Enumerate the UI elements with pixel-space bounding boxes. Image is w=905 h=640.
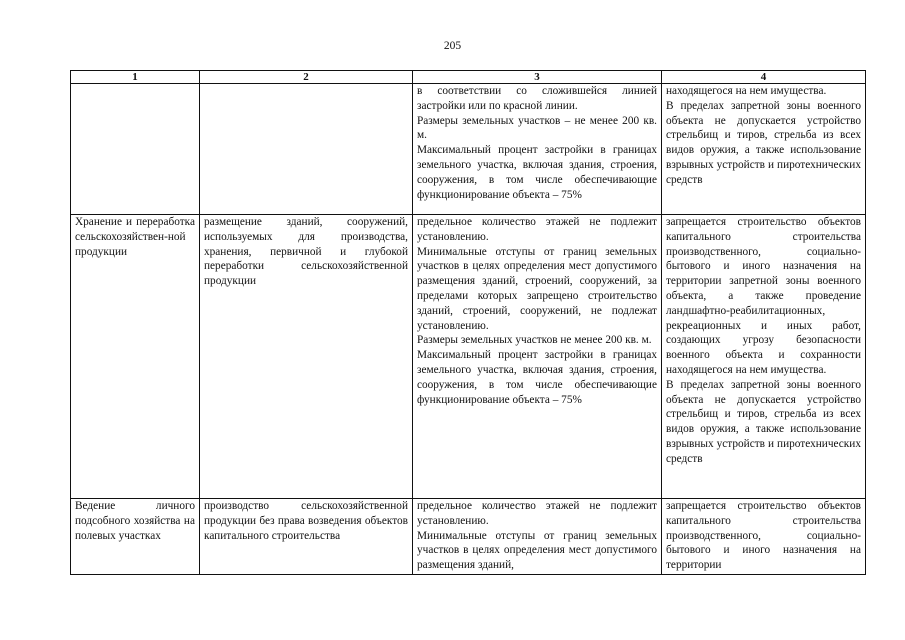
- building-parameters-cell: [413, 215, 662, 499]
- paragraph: Размеры земельных участков не менее 200 кв. м.: [417, 334, 652, 347]
- paragraph: предельное количество этажей не подлежит установлению.: [417, 500, 657, 527]
- header-cell-4: 4: [662, 71, 866, 84]
- paragraph: запрещается строительство объектов капитального строительства производственного, социально-бытового и иного назначения на территории запретной зоны военного объекта, а также проведение ландшафтно-реабилитационных, рекреационных и иных работ, создающих угрозу безопасности военного объекта и сохранности находящегося на нем имущества.: [666, 216, 861, 376]
- use-description-cell: производство сельскохозяйственной продукции без права возведения объектов капитального строительства: [200, 499, 413, 575]
- paragraph: Минимальные отступы от границ земельных участков в целях определения мест допустимого размещения зданий,: [417, 529, 657, 572]
- building-parameters-cell: [413, 84, 662, 215]
- use-type-cell: Хранение и переработка сельскохозяйствен-ной продукции: [71, 215, 200, 499]
- paragraph: предельное количество этажей не подлежит установлению.: [417, 216, 657, 243]
- paragraph: Размеры земельных участков – не менее 200 кв. м.: [417, 114, 657, 142]
- paragraph: Максимальный процент застройки в границах земельного участка, включая здания, строения, сооружения, в том числе обеспечивающие функционирование объекта – 75%: [417, 144, 657, 201]
- table-row: [71, 215, 866, 499]
- use-description-cell: [200, 84, 413, 215]
- table-row: [71, 499, 866, 575]
- header-row: [71, 71, 866, 84]
- paragraph: находящегося на нем имущества.: [666, 85, 827, 97]
- page-number: 205: [443, 40, 462, 52]
- restrictions-cell: [662, 499, 866, 575]
- header-cell-1: 1: [71, 71, 200, 84]
- table-row: [71, 84, 866, 215]
- header-cell-3: 3: [413, 71, 662, 84]
- restrictions-cell: [662, 84, 866, 215]
- restrictions-cell: [662, 215, 866, 499]
- paragraph: Максимальный процент застройки в границах земельного участка, включая здания, строения, сооружения, в том числе обеспечивающие функционирование объекта – 75%: [417, 349, 657, 406]
- paragraph: в соответствии со сложившейся линией застройки или по красной линии.: [417, 85, 657, 112]
- paragraph: В пределах запретной зоны военного объекта не допускается устройство стрельбищ и тиров, стрельба из всех видов оружия, а также использование взрывных устройств и пиротехнических средств: [666, 99, 861, 186]
- zoning-table: [70, 70, 866, 575]
- use-type-cell: Ведение личного подсобного хозяйства на полевых участках: [71, 499, 200, 575]
- paragraph: В пределах запретной зоны военного объекта не допускается устройство стрельбищ и тиров, стрельба из всех видов оружия, а также использование взрывных устройств и пиротехнических средств: [666, 378, 861, 465]
- header-cell-2: 2: [200, 71, 413, 84]
- use-description-cell: размещение зданий, сооружений, используемых для производства, хранения, первичной и глубокой переработки сельскохозяйственной продукции: [200, 215, 413, 499]
- paragraph: запрещается строительство объектов капитального строительства производственного, социально-бытового и иного назначения на территории: [666, 500, 861, 572]
- building-parameters-cell: [413, 499, 662, 575]
- use-type-cell: [71, 84, 200, 215]
- paragraph: Минимальные отступы от границ земельных участков в целях определения мест допустимого размещения зданий, строений, сооружений, за пределами которых запрещено строительство зданий, строений, сооружений, не подлежат установлению.: [417, 245, 657, 332]
